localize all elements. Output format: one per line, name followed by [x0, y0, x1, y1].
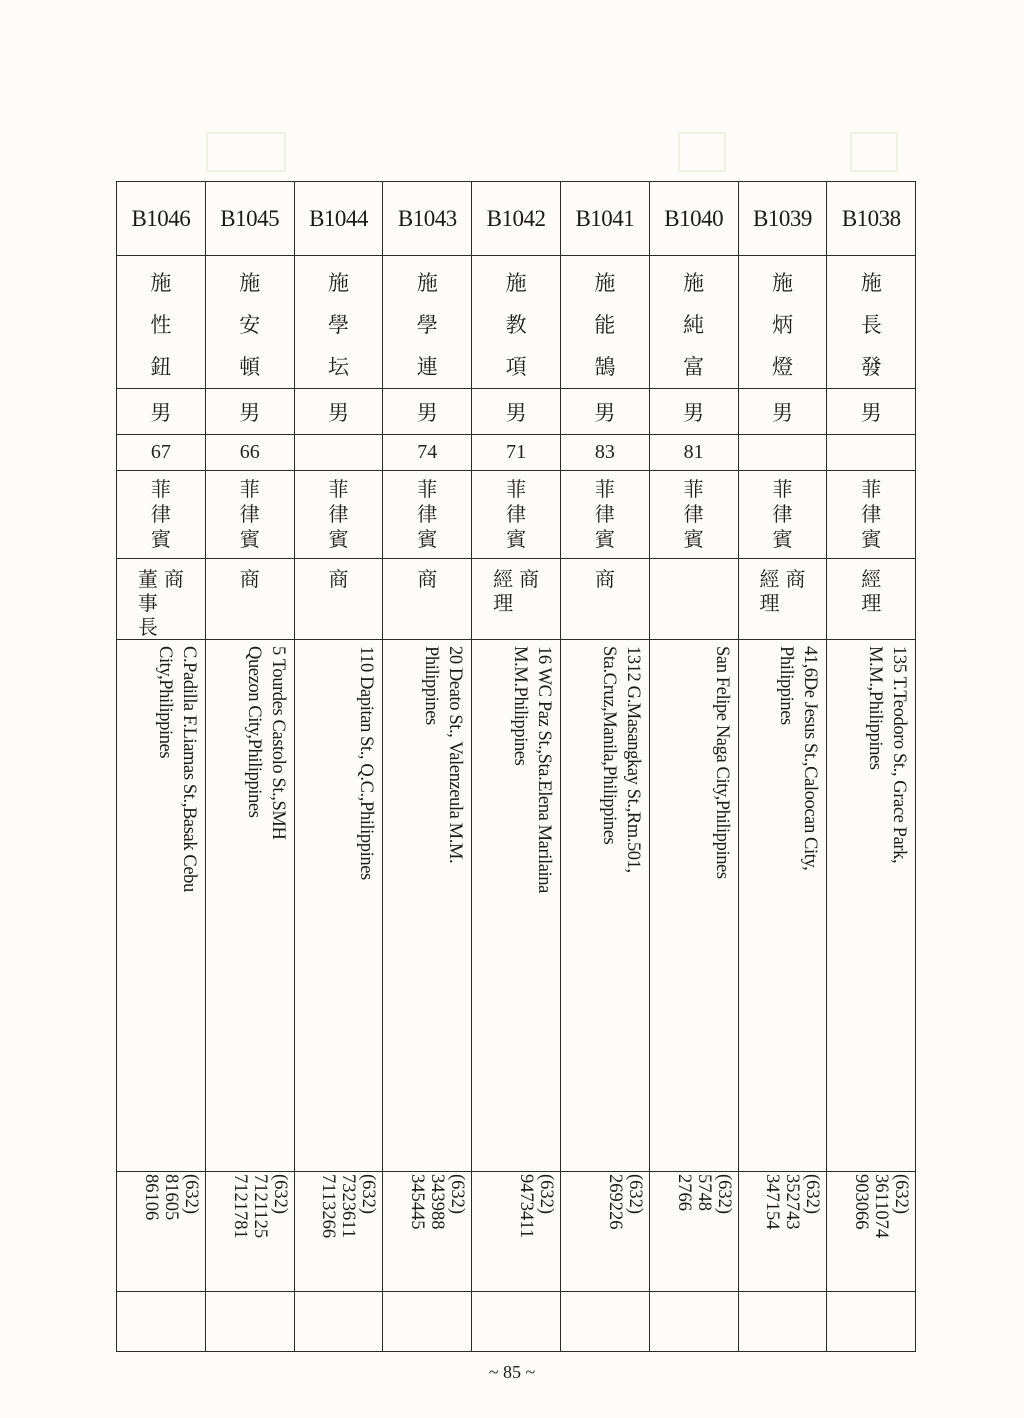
phone-cell [205, 1172, 294, 1292]
phone-line: 9473411 [516, 1174, 537, 1239]
name-char: 能 [594, 313, 616, 337]
name-cell [649, 256, 738, 389]
address-text [654, 646, 734, 1006]
blank-cell [560, 1292, 649, 1352]
address-line: 20 Deato St., Valenzeula M.M. [445, 646, 466, 864]
occupation-char: 長 [137, 615, 158, 639]
phone-line: 7121125 [249, 1174, 270, 1239]
blank-cell [205, 1292, 294, 1352]
nationality-char: 菲 [417, 477, 438, 501]
nationality-char: 菲 [150, 477, 171, 501]
phone-text [387, 1174, 467, 1284]
phone-line: (632) [713, 1174, 734, 1215]
occupation-cell [827, 559, 916, 640]
name-cell [738, 256, 827, 389]
occupation-cell [649, 559, 738, 640]
faint-mark [850, 132, 898, 172]
sex-cell: 男 [827, 389, 916, 435]
name-char: 施 [505, 271, 527, 295]
address-text [298, 646, 378, 1006]
nationality-char: 律 [772, 502, 793, 526]
nationality-cell [117, 471, 206, 559]
record-id: B1039 [738, 182, 827, 256]
occupation-cell [738, 559, 827, 640]
phone-line: 7113266 [318, 1174, 339, 1239]
address-cell [560, 640, 649, 1172]
nationality-char: 賓 [772, 527, 793, 551]
name-char: 鵠 [594, 355, 616, 379]
nationality-char: 律 [150, 502, 171, 526]
faint-mark [678, 132, 726, 172]
occupation-title [595, 567, 615, 591]
occupation-cell [205, 559, 294, 640]
nationality-cell [827, 471, 916, 559]
record-id: B1046 [117, 182, 206, 256]
phone-line: 86106 [140, 1174, 161, 1221]
sex-cell: 男 [649, 389, 738, 435]
nationality-char: 賓 [594, 527, 615, 551]
sex-cell: 男 [294, 389, 383, 435]
nationality-char: 菲 [861, 477, 882, 501]
member-roster-table [116, 181, 916, 1352]
occupation-char: 經 [759, 567, 780, 591]
occupation-char: 理 [493, 591, 514, 615]
blank-cell [117, 1292, 206, 1352]
address-cell [827, 640, 916, 1172]
phone-text [654, 1174, 734, 1284]
phone-line: (632) [624, 1174, 645, 1215]
phone-line: 352743 [782, 1174, 803, 1230]
phone-line: (632) [891, 1174, 912, 1215]
blank-cell [294, 1292, 383, 1352]
phone-line: 7121781 [229, 1174, 250, 1239]
name-char: 發 [860, 355, 882, 379]
nationality-char: 賓 [861, 527, 882, 551]
record-id: B1042 [472, 182, 561, 256]
address-line: M.M.,Philippines [865, 646, 886, 770]
nationality-char: 律 [328, 502, 349, 526]
address-line: 5 Tourdes Castolo St.,SMH [267, 646, 288, 840]
age-cell [294, 435, 383, 471]
nationality-char: 律 [417, 502, 438, 526]
address-text [476, 646, 556, 1006]
address-cell [649, 640, 738, 1172]
row-nat [117, 471, 916, 559]
occupation-cell [560, 559, 649, 640]
phone-text [121, 1174, 201, 1284]
address-line: 110 Dapitan St., Q.C.,Philippines [356, 646, 377, 880]
row-blank [117, 1292, 916, 1352]
blank-cell [649, 1292, 738, 1352]
name-char: 安 [239, 313, 261, 337]
name-char: 性 [150, 313, 172, 337]
address-cell [383, 640, 472, 1172]
phone-cell [472, 1172, 561, 1292]
nationality-cell [560, 471, 649, 559]
phone-text [565, 1174, 645, 1284]
phone-text [298, 1174, 378, 1284]
name-char: 學 [327, 313, 349, 337]
row-sex [117, 389, 916, 435]
nationality-char: 菲 [683, 477, 704, 501]
faint-mark [206, 132, 286, 172]
sex-cell: 男 [383, 389, 472, 435]
row-occ [117, 559, 916, 640]
phone-line: 903066 [851, 1174, 872, 1230]
address-cell [294, 640, 383, 1172]
address-text [121, 646, 201, 1006]
page-number: ~ 85 ~ [488, 1362, 536, 1382]
phone-line: (632) [180, 1174, 201, 1215]
phone-cell [383, 1172, 472, 1292]
sex-cell: 男 [738, 389, 827, 435]
phone-line: 269226 [604, 1174, 625, 1230]
phone-line: (632) [447, 1174, 468, 1215]
nationality-char: 菲 [594, 477, 615, 501]
occupation-char: 理 [861, 591, 882, 615]
occupation-char: 董 [137, 567, 158, 591]
nationality-char: 菲 [239, 477, 260, 501]
occupation-char: 商 [163, 567, 184, 591]
address-line: C.Padilla F.Liamas St.,Basak Cebu [178, 646, 199, 892]
occupation-char: 商 [785, 567, 806, 591]
occupation-title [328, 567, 348, 591]
occupation-char: 經 [493, 567, 514, 591]
age-cell: 83 [560, 435, 649, 471]
nationality-cell [294, 471, 383, 559]
record-id: B1044 [294, 182, 383, 256]
blank-cell [472, 1292, 561, 1352]
phone-cell [649, 1172, 738, 1292]
sex-cell: 男 [117, 389, 206, 435]
sex-cell: 男 [472, 389, 561, 435]
name-char: 富 [683, 355, 705, 379]
blank-cell [738, 1292, 827, 1352]
occupation-char: 商 [417, 567, 438, 591]
name-char: 純 [683, 313, 705, 337]
occupation-cell [383, 559, 472, 640]
phone-line: 345445 [407, 1174, 428, 1230]
occupation-cell [294, 559, 383, 640]
name-char: 施 [860, 271, 882, 295]
name-cell [472, 256, 561, 389]
occupation-char: 商 [239, 567, 260, 591]
phone-cell [827, 1172, 916, 1292]
name-char: 施 [150, 271, 172, 295]
address-text [831, 646, 911, 1006]
name-cell [827, 256, 916, 389]
name-char: 施 [594, 271, 616, 295]
phone-text [831, 1174, 911, 1284]
row-tel [117, 1172, 916, 1292]
occupation-char: 理 [759, 591, 780, 615]
address-text [565, 646, 645, 1006]
name-char: 施 [327, 271, 349, 295]
address-cell [738, 640, 827, 1172]
record-id: B1040 [649, 182, 738, 256]
occupation-title [164, 567, 184, 639]
phone-line: 3611074 [871, 1174, 892, 1239]
address-line: San Felipe Naga City,Philippines [711, 646, 732, 879]
age-cell: 66 [205, 435, 294, 471]
address-line: Philippines [421, 646, 442, 725]
address-text [742, 646, 822, 1006]
name-cell [560, 256, 649, 389]
occupation-title [519, 567, 539, 615]
address-line: 41,6De Jesus St.,Caloocan City, [800, 646, 821, 871]
row-age [117, 435, 916, 471]
occupation-char: 事 [137, 591, 158, 615]
record-id: B1043 [383, 182, 472, 256]
nationality-char: 菲 [328, 477, 349, 501]
phone-text [210, 1174, 290, 1284]
nationality-char: 賓 [683, 527, 704, 551]
phone-text [742, 1174, 822, 1284]
name-char: 學 [416, 313, 438, 337]
phone-line: 7323611 [338, 1174, 359, 1239]
address-cell [205, 640, 294, 1172]
occupation-char: 經 [861, 567, 882, 591]
phone-cell [294, 1172, 383, 1292]
nationality-char: 律 [506, 502, 527, 526]
occupation-char: 商 [519, 567, 540, 591]
occupation-title [417, 567, 437, 591]
row-name [117, 256, 916, 389]
phone-cell [738, 1172, 827, 1292]
name-char: 項 [505, 355, 527, 379]
sex-cell: 男 [205, 389, 294, 435]
record-id: B1045 [205, 182, 294, 256]
phone-text [476, 1174, 556, 1284]
nationality-char: 律 [239, 502, 260, 526]
nationality-char: 賓 [506, 527, 527, 551]
occupation-title [785, 567, 805, 615]
nationality-cell [738, 471, 827, 559]
phone-line: 2766 [673, 1174, 694, 1211]
name-char: 鈕 [150, 355, 172, 379]
phone-cell [117, 1172, 206, 1292]
nationality-cell [383, 471, 472, 559]
address-line: 135 T.Teodoro St., Grace Park, [889, 646, 910, 864]
phone-line: (632) [536, 1174, 557, 1215]
name-char: 施 [683, 271, 705, 295]
nationality-cell [472, 471, 561, 559]
phone-line: (632) [802, 1174, 823, 1215]
name-char: 頓 [239, 355, 261, 379]
name-char: 施 [239, 271, 261, 295]
phone-line: 347154 [762, 1174, 783, 1230]
nationality-char: 菲 [772, 477, 793, 501]
age-cell: 81 [649, 435, 738, 471]
blank-cell [383, 1292, 472, 1352]
address-text [387, 646, 467, 1006]
occupation-title [138, 567, 158, 639]
phone-line: (632) [358, 1174, 379, 1215]
name-char: 連 [416, 355, 438, 379]
address-line: 16 WC Paz St.,Sta.Elena Marilaina [534, 646, 555, 893]
name-char: 施 [416, 271, 438, 295]
name-char: 教 [505, 313, 527, 337]
address-text [210, 646, 290, 1006]
address-cell [117, 640, 206, 1172]
record-id: B1038 [827, 182, 916, 256]
name-char: 施 [771, 271, 793, 295]
row-addr [117, 640, 916, 1172]
phone-line: 343988 [427, 1174, 448, 1230]
age-cell: 71 [472, 435, 561, 471]
phone-line: (632) [269, 1174, 290, 1215]
phone-line: 81605 [160, 1174, 181, 1221]
address-cell [472, 640, 561, 1172]
nationality-char: 律 [683, 502, 704, 526]
age-cell: 67 [117, 435, 206, 471]
name-char: 炳 [771, 313, 793, 337]
phone-cell [560, 1172, 649, 1292]
name-char: 長 [860, 313, 882, 337]
name-cell [117, 256, 206, 389]
address-line: Quezon City,Philippines [243, 646, 264, 818]
name-char: 坛 [327, 355, 349, 379]
phone-line: 5748 [693, 1174, 714, 1211]
address-line: M.M.Philippines [510, 646, 531, 766]
name-cell [205, 256, 294, 389]
nationality-char: 賓 [239, 527, 260, 551]
occupation-title [861, 567, 881, 615]
occupation-char: 商 [594, 567, 615, 591]
age-cell: 74 [383, 435, 472, 471]
row-id [117, 182, 916, 256]
age-cell [738, 435, 827, 471]
blank-cell [827, 1292, 916, 1352]
record-id: B1041 [560, 182, 649, 256]
occupation-title [759, 567, 779, 615]
sex-cell: 男 [560, 389, 649, 435]
nationality-cell [649, 471, 738, 559]
name-char: 燈 [771, 355, 793, 379]
nationality-char: 菲 [506, 477, 527, 501]
address-line: City,Philippines [154, 646, 175, 759]
address-line: Philippines [776, 646, 797, 725]
occupation-cell [472, 559, 561, 640]
address-line: Sta.Cruz,Manila,Philippines [598, 646, 619, 845]
name-cell [294, 256, 383, 389]
occupation-title [240, 567, 260, 591]
nationality-char: 賓 [150, 527, 171, 551]
age-cell [827, 435, 916, 471]
nationality-char: 賓 [417, 527, 438, 551]
nationality-char: 賓 [328, 527, 349, 551]
occupation-cell [117, 559, 206, 640]
occupation-char: 商 [328, 567, 349, 591]
nationality-char: 律 [594, 502, 615, 526]
name-cell [383, 256, 472, 389]
occupation-title [493, 567, 513, 615]
nationality-char: 律 [861, 502, 882, 526]
nationality-cell [205, 471, 294, 559]
address-line: 1312 G.Masangkay St.,Rm.501, [622, 646, 643, 873]
